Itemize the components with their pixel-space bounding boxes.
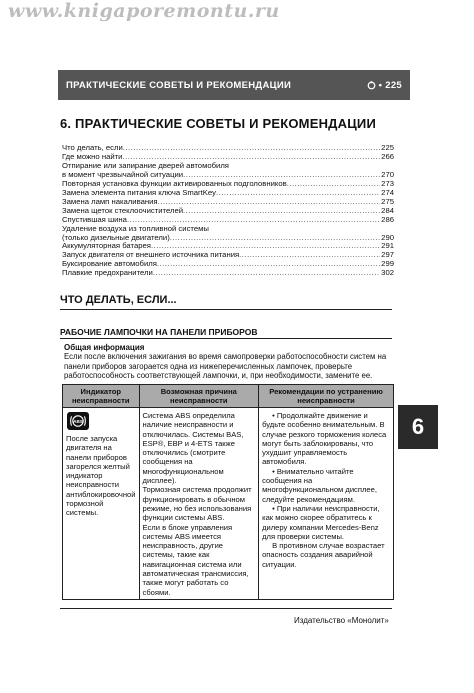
subsection-title: РАБОЧИЕ ЛАМПОЧКИ НА ПАНЕЛИ ПРИБОРОВ <box>60 327 258 337</box>
toc-entry-page: 270 <box>381 169 394 179</box>
toc-entry-page: 273 <box>381 178 394 188</box>
recommendation-paragraph: • Внимательно читайте сообщения на многофункциональном дисплее, следуйте рекомендациям. <box>262 466 377 504</box>
toc-leader-dots <box>153 269 380 278</box>
toc-entry-title: Спустившая шина <box>62 214 127 224</box>
page-number <box>367 80 402 91</box>
toc-entry-title: Плавкие предохранители <box>62 268 153 278</box>
publisher: Издательство «Монолит» <box>294 616 389 625</box>
toc-entry-page: 286 <box>381 214 394 224</box>
header-recommendation: Рекомендации по устранению неисправности <box>259 385 394 408</box>
recommendation-paragraph: В противном случае возрастает опасность создания аварийной ситуации. <box>262 541 385 569</box>
running-header <box>58 70 410 100</box>
toc-entry-page: 284 <box>381 205 394 215</box>
toc-entry-page: 290 <box>381 232 394 242</box>
page-marker-dot: • <box>378 79 383 91</box>
toc-leader-dots <box>158 198 381 207</box>
indicator-cell <box>63 408 140 600</box>
toc-entry-title: Буксирование автомобиля <box>62 259 157 269</box>
toc-entry-page: 266 <box>381 151 394 161</box>
toc-leader-dots <box>157 260 380 269</box>
general-info-title: Общая информация <box>64 343 145 352</box>
toc-entry-title: (только дизельные двигатели) <box>62 232 170 242</box>
toc-entry-title: Запуск двигателя от внешнего источника питания <box>62 250 240 260</box>
toc-entry-page: 302 <box>381 268 394 278</box>
table-row <box>63 408 394 600</box>
toc-entry-title: Замена ламп накаливания <box>62 196 158 206</box>
toc-entry-page: 225 <box>381 143 394 152</box>
toc-entry-page: 274 <box>381 187 394 197</box>
cause-paragraph: Если в блоке управления системы ABS имеется неисправность, другие системы, такие как навигационная система или автоматическая трансмиссия, также могут работать со сбоями. <box>142 522 249 597</box>
toc-leader-dots <box>183 207 380 216</box>
recommendation-paragraph: • При наличии неисправности, как можно скорее обратитесь к дилеру компании Mercedes-Benz для проверки системы. <box>262 503 380 541</box>
subsection-rule <box>60 338 392 339</box>
recommendation-cell <box>259 408 394 600</box>
abs-icon-label: ABS <box>73 418 83 424</box>
toc-entry-page: 299 <box>381 259 394 269</box>
section-title: ЧТО ДЕЛАТЬ, ЕСЛИ... <box>60 294 177 306</box>
abs-warning-icon <box>67 412 89 430</box>
toc-entry-page: 291 <box>381 241 394 251</box>
cause-cell <box>139 408 259 600</box>
header-cause: Возможная причина неисправности <box>139 385 259 408</box>
toc-leader-dots <box>216 189 380 198</box>
intro-paragraph: Если после включения зажигания во время самопроверки работоспособности систем на панели приборов загорается одна из нижеперечисленных лампочек, проверьте работоспособность соответствующей лампочки, и, при необходимости, замените ее. <box>64 352 387 381</box>
toc-leader-dots <box>123 144 380 153</box>
watermark: www.knigaporemontu.ru <box>8 0 280 22</box>
toc-entry-title: Отпирание или запирание дверей автомобиля <box>62 160 229 170</box>
table-of-contents <box>62 144 394 278</box>
table-header-row <box>63 385 394 408</box>
toc-entry-page: 275 <box>381 196 394 206</box>
toc-entry-title: Замена щеток стеклоочистителей <box>62 205 184 215</box>
toc-entry-title: Где можно найти <box>62 151 123 161</box>
section-rule <box>60 309 392 310</box>
toc-leader-dots <box>239 251 380 260</box>
abs-warning-symbol <box>69 414 87 428</box>
toc-entry-page: 297 <box>381 250 394 260</box>
chapter-title: 6. ПРАКТИЧЕСКИЕ СОВЕТЫ И РЕКОМЕНДАЦИИ <box>60 116 376 131</box>
toc-leader-dots <box>287 180 380 189</box>
toc-entry <box>62 269 394 278</box>
page-marker-icon <box>367 81 376 90</box>
recommendation-paragraph: • Продолжайте движение и будьте особенно внимательным. В случае резкого торможения колеса могут быть заблокированы, что ухудшит управляемость автомобиля. <box>262 411 387 467</box>
toc-entry-title: Замена элемента питания ключа SmartKey <box>62 187 217 197</box>
page-number-value: 225 <box>385 79 402 91</box>
cause-paragraph: Тормозная система продолжит функционировать в обычном режиме, но без использования функции системы ABS. <box>142 485 252 523</box>
toc-entry-title: Что делать, если <box>62 143 123 152</box>
header-indicator: Индикатор неисправности <box>63 385 140 408</box>
chapter-tab-marker: 6 <box>398 405 438 449</box>
toc-entry-title: Удаление воздуха из топливной системы <box>62 223 209 233</box>
running-header-title: ПРАКТИЧЕСКИЕ СОВЕТЫ И РЕКОМЕНДАЦИИ <box>66 79 292 91</box>
footer-rule <box>60 608 392 609</box>
toc-entry-title: в момент чрезвычайной ситуации <box>62 169 184 179</box>
toc-entry-title: Повторная установка функции активированных подголовников <box>62 178 287 188</box>
indicator-description: После запуска двигателя на панели приборов загорелся желтый индикатор неисправности антиблокировочной тормозной системы. <box>66 434 136 518</box>
indicator-table <box>62 384 394 600</box>
toc-entry-title: Аккумуляторная батарея <box>62 241 151 251</box>
cause-paragraph: Система ABS определила наличие неисправности и отключилась. Системы BAS, ESP®, EBP и 4-ETS также отключились (смотрите сообщения на многофункциональном дисплее). <box>142 411 244 486</box>
toc-leader-dots <box>170 234 380 243</box>
